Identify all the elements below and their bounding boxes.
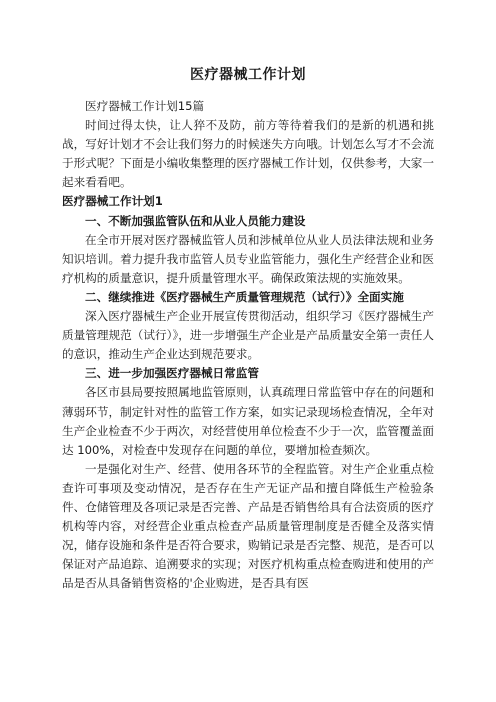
section-title: 医疗器械工作计划1 (62, 194, 163, 209)
item-heading-1: 一、不断加强监管队伍和从业人员能力建设 (85, 213, 306, 228)
subtitle-line: 医疗器械工作计划15篇 (85, 99, 205, 113)
item-body-3: 各区市县局要按照属地监管原则，认真疏理日常监管中存在的问题和薄弱环节，制定针对性的监管工作方案，如实记录现场检查情况，全年对生产企业检查不少于两次，对经营使用单位检查不少于一次，监管覆盖面达 100%，对检查中发现存在问题的单位，要增加检查频次。 (62, 385, 434, 457)
page-title: 医疗器械工作计划 (190, 67, 306, 83)
continuation-paragraph: 一是强化对生产、经营、使用各环节的全程监管。对生产企业重点检查许可事项及变动情况，是否存在生产无证产品和擅自降低生产检验条件、仓储管理及各项记录是否完善、产品是否销售给具有合法资质的医疗机构等内容，对经营企业重点检查产品质量管理制度是否健全及落实情况，储存设施和条件是否符合要求，购销记录是否完整、规范，是否可以保证对产品追踪、追溯要求的实现；对医疗机构重点检查购进和使用的产品是否从具备销售资格的'企业购进，是否具有医 (62, 461, 434, 591)
item-body-1: 在全市开展对医疗器械监管人员和涉械单位从业人员法律法规和业务知识培训。着力提升我市监管人员专业监管能力，强化生产经营企业和医疗机构的质量意识，提升质量管理水平。确保政策法规的实施效果。 (62, 232, 434, 285)
intro-paragraph: 时间过得太快，让人猝不及防，前方等待着我们的是新的机遇和挑战，写好计划才不会让我们努力的时候迷失方向哦。计划怎么写才不会流于形式呢？下面是小编收集整理的医疗器械工作计划，仅供参考，大家一起来看看吧。 (62, 118, 434, 190)
item-heading-2: 二、继续推进《医疗器械生产质量管理规范（试行）》全面实施 (85, 289, 404, 304)
item-heading-3: 三、进一步加强医疗器械日常监管 (85, 366, 259, 381)
item-body-2: 深入医疗器械生产企业开展宣传贯彻活动，组织学习《医疗器械生产质量管理规范（试行）》，进一步增强生产企业是产品质量安全第一责任人的意识，推动生产企业达到规范要求。 (62, 309, 434, 362)
